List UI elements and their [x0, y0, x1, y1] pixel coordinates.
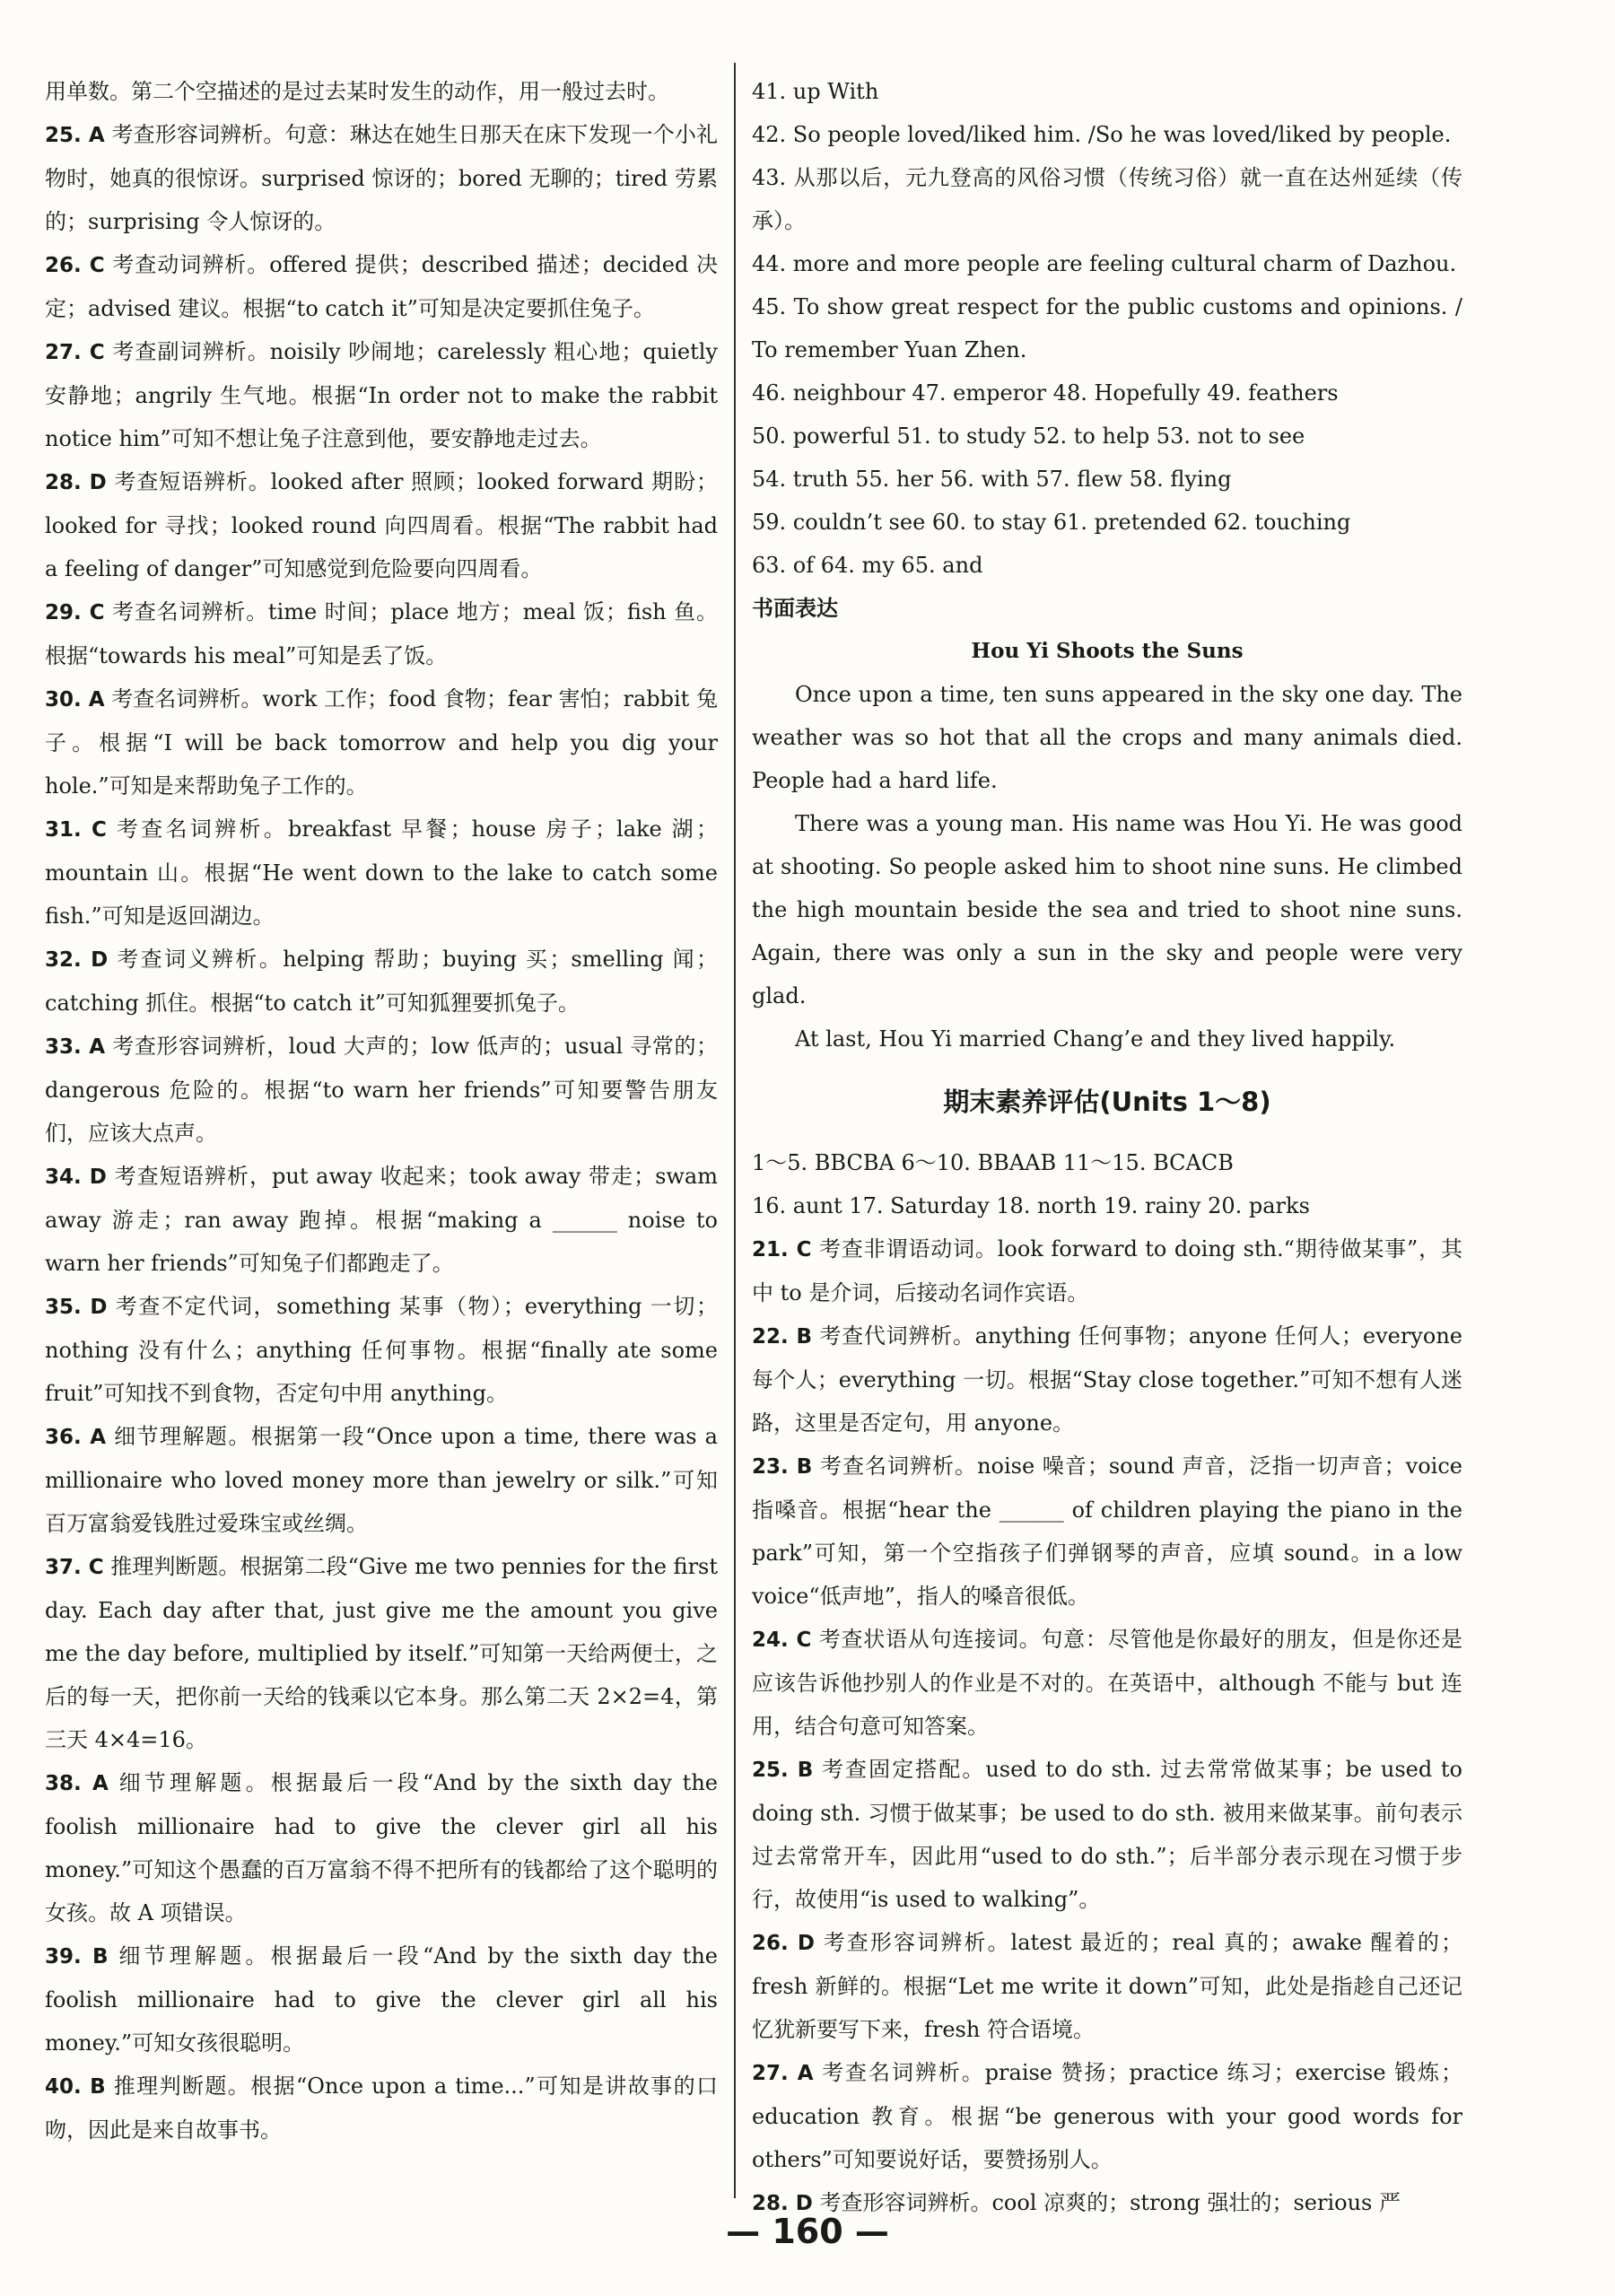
answer-explanation: 43. 从那以后，元九登高的风俗习惯（传统习俗）就一直在达州延续（传承）。 [752, 165, 1462, 233]
answer-explanation: 考查固定搭配。used to do sth. 过去常常做某事；be used to doing sth. 习惯于做某事；be used to do sth. 被用来做某事。前句表示过去常常开车，因此用“used to do sth.”；后半部分表示现在习惯于步行，故使用“is used to walking”。 [752, 1757, 1462, 1912]
answer-explanation: 44. more and more people are feeling cultural charm of Dazhou. [752, 251, 1457, 276]
answer-item-r22 [752, 1314, 1462, 1445]
answer-number: 34. D [45, 1165, 107, 1189]
answer-item-26 [45, 243, 718, 330]
answer-explanation: 考查形容词辨析，loud 大声的；low 低声的；usual 寻常的；dangerous 危险的。根据“to warn her friends”可知要警告朋友们，应该大点声。 [45, 1034, 718, 1146]
answer-number: 26. C [45, 254, 105, 277]
answer-number: 24. C [752, 1628, 812, 1652]
answer-number: 28. D [45, 471, 107, 494]
answer-item-50 [752, 415, 1462, 458]
answer-item-46 [752, 371, 1462, 415]
answer-number: 33. A [45, 1035, 106, 1059]
answer-explanation: 考查代词辨析。anything 任何事物；anyone 任何人；everyone 每个人；everything 一切。根据“Stay close together.”可知不想有人迷路，这里是否定句，用 anyone。 [752, 1323, 1462, 1436]
answer-item-54 [752, 458, 1462, 501]
answer-number: 30. A [45, 688, 105, 711]
right-column [752, 70, 1462, 2225]
answer-item-r27 [752, 2051, 1462, 2181]
answer-explanation: 推理判断题。根据“Once upon a time...”可知是讲故事的口吻，因此是来自故事书。 [45, 2073, 718, 2143]
answer-explanation: 考查形容词辨析。latest 最近的；real 真的；awake 醒着的；fresh 新鲜的。根据“Let me write it down”可知，此处是指趁自己还记忆犹新要写下来，fresh 符合语境。 [752, 1930, 1462, 2042]
answer-number: 37. C [45, 1556, 104, 1579]
answer-number: 22. B [752, 1325, 813, 1349]
answer-explanation: 考查名词辨析。breakfast 早餐；house 房子；lake 湖；mountain 山。根据“He went down to the lake to catch some fish.”可知是返回湖边。 [45, 816, 718, 929]
answer-item-30 [45, 677, 718, 808]
answer-explanation: 考查形容词辨析。句意：琳达在她生日那天在床下发现一个小礼物时，她真的很惊讶。surprised 惊讶的；bored 无聊的；tired 劳累的；surprising 令人惊讶的。 [45, 122, 718, 234]
answer-item-25 [45, 113, 718, 243]
essay-paragraph: At last, Hou Yi married Chang’e and they lived happily. [795, 1026, 1396, 1052]
answer-number: 21. C [752, 1238, 812, 1261]
answer-explanation: 细节理解题。根据最后一段“And by the sixth day the foolish millionaire had to give the clever girl all his money.”可知这个愚蠢的百万富翁不得不把所有的钱都给了这个聪明的女孩。故 A 项错误。 [45, 1770, 718, 1925]
essay-paragraph: Once upon a time, ten suns appeared in the sky one day. The weather was so hot that all the crops and many animals died. People had a hard life. [752, 682, 1462, 793]
essay-paragraph: There was a young man. His name was Hou Yi. He was good at shooting. So people asked him to shoot nine suns. He climbed the high mountain beside the sea and tried to shoot nine suns. Again, there was only a sun in the sky and people were very glad. [752, 811, 1462, 1008]
answer-number: 38. A [45, 1772, 109, 1795]
answer-number: 31. C [45, 818, 107, 842]
answer-number: 27. A [752, 2062, 814, 2085]
answer-explanation: 考查副词辨析。noisily 吵闹地；carelessly 粗心地；quietly 安静地；angrily 生气地。根据“In order not to make the rabbit notice him”可知不想让兔子注意到他，要安静地走过去。 [45, 339, 718, 451]
answer-item-r23 [752, 1445, 1462, 1618]
essay-title: Hou Yi Shoots the Suns [971, 639, 1244, 663]
answer-item-29 [45, 590, 718, 677]
answer-item-40 [45, 2065, 718, 2152]
answer-number: 25. A [45, 124, 105, 147]
answer-number: 35. D [45, 1296, 108, 1319]
answer-explanation: 考查词义辨析。helping 帮助；buying 买；smelling 闻；catching 抓住。根据“to catch it”可知狐狸要抓兔子。 [45, 947, 718, 1016]
left-column [45, 70, 718, 2152]
answer-explanation: 1～5. BBCBA 6～10. BBAAB 11～15. BCACB [752, 1150, 1234, 1175]
answer-item-27 [45, 330, 718, 460]
answer-item-16-20 [752, 1184, 1462, 1227]
answer-explanation: 考查非谓语动词。look forward to doing sth.“期待做某事”，其中 to 是介词，后接动名词作宾语。 [752, 1236, 1462, 1305]
column-divider [734, 63, 736, 2198]
answer-number: 40. B [45, 2075, 106, 2099]
answer-item-r25 [752, 1748, 1462, 1921]
answer-item-37 [45, 1545, 718, 1761]
writing-heading: 书面表达 [752, 596, 838, 621]
answer-item-38 [45, 1761, 718, 1934]
answer-item-35 [45, 1285, 718, 1415]
answer-number: 27. C [45, 341, 105, 364]
answer-item-33 [45, 1025, 718, 1155]
answer-item-45 [752, 285, 1462, 371]
answer-item-1-15 [752, 1141, 1462, 1184]
answer-number: 26. D [752, 1932, 815, 1955]
answer-number: 25. B [752, 1759, 814, 1782]
answer-explanation: 考查状语从句连接词。句意：尽管他是你最好的朋友，但是你还是应该告诉他抄别人的作业是不对的。在英语中，although 不能与 but 连用，结合句意可知答案。 [752, 1627, 1462, 1739]
answer-item-28 [45, 460, 718, 590]
answer-explanation: 16. aunt 17. Saturday 18. north 19. rainy 20. parks [752, 1193, 1310, 1218]
objective-answers [752, 1141, 1462, 1227]
answer-explanation: 考查动词辨析。offered 提供；described 描述；decided 决定；advised 建议。根据“to catch it”可知是决定要抓住兔子。 [45, 252, 718, 321]
answer-explanation: 59. couldn’t see 60. to stay 61. pretended 62. touching [752, 510, 1351, 535]
answer-item-63 [752, 544, 1462, 587]
section-title: 期末素养评估(Units 1～8) [943, 1087, 1271, 1117]
answer-item-34 [45, 1155, 718, 1285]
answer-item-24c [45, 70, 718, 113]
answer-item-32 [45, 938, 718, 1025]
answer-number: 39. B [45, 1945, 109, 1969]
answer-explanation: 54. truth 55. her 56. with 57. flew 58. flying [752, 467, 1232, 492]
answer-item-r21 [752, 1227, 1462, 1314]
answer-explanation: 考查形容词辨析。cool 凉爽的；strong 强壮的；serious 严 [812, 2190, 1401, 2215]
answer-number: 29. C [45, 601, 105, 624]
answer-number: 32. D [45, 948, 109, 972]
page-number: — 160 — [726, 2212, 889, 2251]
answer-explanation: 考查短语辨析，put away 收起来；took away 带走；swam away 游走；ran away 跑掉。根据“making a ______ noise to warn her friends”可知兔子们都跑走了。 [45, 1164, 718, 1276]
answer-explanation: 推理判断题。根据第二段“Give me two pennies for the first day. Each day after that, just give me the amount you give me the day before, multiplied by itself.”可知第一天给两便士，之后的每一天，把你前一天给的钱乘以它本身。那么第二天 2×2=4，第三天 4×4=16。 [45, 1554, 718, 1752]
answer-explanation: 考查名词辨析。time 时间；place 地方；meal 饭；fish 鱼。根据“towards his meal”可知是丢了饭。 [45, 599, 718, 668]
answer-explanation: 42. So people loved/liked him. /So he was loved/liked by people. [752, 122, 1452, 147]
answer-explanation: 41. up With [752, 79, 879, 104]
answer-item-59 [752, 501, 1462, 544]
answer-explanation: 细节理解题。根据最后一段“And by the sixth day the foolish millionaire had to give the clever girl all his money.”可知女孩很聪明。 [45, 1943, 718, 2056]
answer-explanation: 考查短语辨析。looked after 照顾；looked forward 期盼；looked for 寻找；looked round 向四周看。根据“The rabbit had a feeling of danger”可知感觉到危险要向四周看。 [45, 469, 719, 581]
answer-explanation: 考查名词辨析。noise 噪音；sound 声音，泛指一切声音；voice 指嗓音。根据“hear the ______ of children playing the piano in the park”可知，第一个空指孩子们弹钢琴的声音，应填 sound。in a low voice“低声地”，指人的嗓音很低。 [752, 1454, 1462, 1609]
answer-item-43 [752, 156, 1462, 242]
answer-item-r26 [752, 1921, 1462, 2051]
answer-number: 36. A [45, 1426, 107, 1449]
answer-explanation: 考查名词辨析。praise 赞扬；practice 练习；exercise 锻炼；education 教育。根据“be generous with your good words for others”可知要说好话，要赞扬别人。 [752, 2060, 1462, 2172]
answer-number: 28. D [752, 2192, 813, 2215]
answer-item-42 [752, 113, 1462, 156]
answers-41-65 [752, 70, 1462, 587]
answer-explanation: 考查不定代词，something 某事（物）；everything 一切；nothing 没有什么；anything 任何事物。根据“finally ate some fruit”可知找不到食物，否定句中用 anything。 [45, 1294, 719, 1406]
answer-explanation: 考查名词辨析。work 工作；food 食物；fear 害怕；rabbit 兔子。根据“I will be back tomorrow and help you dig your hole.”可知是来帮助兔子工作的。 [45, 686, 718, 799]
answer-explanation: 45. To show great respect for the public customs and opinions. / To remember Yuan Zhen. [752, 294, 1462, 362]
answer-item-r24 [752, 1618, 1462, 1748]
answer-item-44 [752, 242, 1462, 285]
answer-number: 23. B [752, 1455, 813, 1479]
answer-item-31 [45, 808, 718, 938]
answer-item-41 [752, 70, 1462, 113]
answer-item-36 [45, 1415, 718, 1545]
answer-item-39 [45, 1934, 718, 2065]
answer-explanation: 46. neighbour 47. emperor 48. Hopefully 49. feathers [752, 380, 1339, 406]
answer-explanation: 50. powerful 51. to study 52. to help 53. not to see [752, 423, 1305, 449]
answer-explanation: 细节理解题。根据第一段“Once upon a time, there was a millionaire who loved money more than jewelry or silk.”可知百万富翁爱钱胜过爱珠宝或丝绸。 [45, 1424, 718, 1536]
answer-explanation: 63. of 64. my 65. and [752, 553, 983, 578]
answer-explanation: 用单数。第二个空描述的是过去某时发生的动作，用一般过去时。 [45, 79, 669, 104]
answer-items [752, 1227, 1462, 2225]
